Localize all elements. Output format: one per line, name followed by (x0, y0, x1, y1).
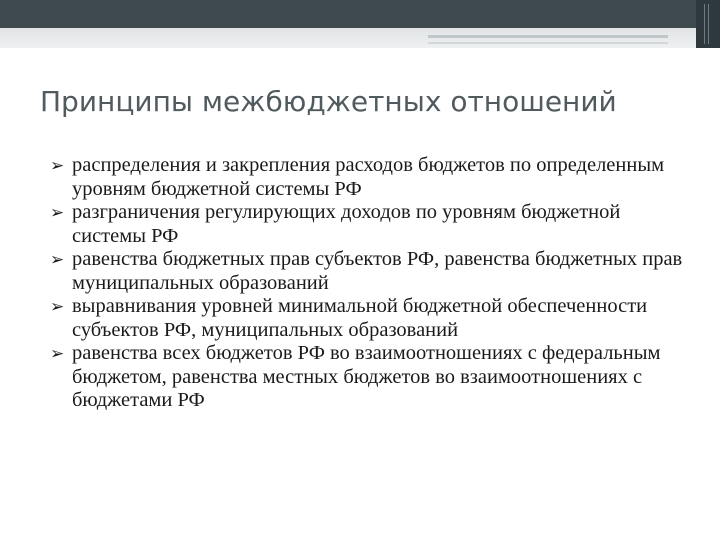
header-bar (0, 0, 720, 28)
bullet-item (50, 154, 690, 201)
arrowhead-bullet-icon: ➢ (50, 156, 65, 176)
header-band (0, 28, 720, 48)
bullet-item (50, 201, 690, 248)
bullet-list (50, 154, 690, 413)
bullet-text: равенства бюджетных прав субъектов РФ, равенства бюджетных прав муниципальных образований (72, 248, 683, 294)
arrowhead-bullet-icon: ➢ (50, 250, 65, 270)
bullet-item (50, 295, 690, 342)
bullet-text: распределения и закрепления расходов бюджетов по определенным уровням бюджетной системы РФ (72, 154, 665, 200)
header-accent-line (428, 35, 668, 38)
bullet-text: разграничения регулирующих доходов по уровням бюджетной системы РФ (72, 201, 621, 247)
header-accent-line-secondary (428, 42, 668, 44)
bullet-item (50, 248, 690, 295)
corner-rule-secondary (708, 4, 709, 44)
corner-rule (704, 4, 705, 44)
bullet-item (50, 342, 690, 413)
arrowhead-bullet-icon: ➢ (50, 203, 65, 223)
arrowhead-bullet-icon: ➢ (50, 344, 65, 364)
bullet-text: выравнивания уровней минимальной бюджетной обеспеченности субъектов РФ, муниципальных образований (72, 295, 648, 341)
slide-title: Принципы межбюджетных отношений (40, 85, 617, 118)
bullet-text: равенства всех бюджетов РФ во взаимоотношениях с федеральным бюджетом, равенства местных бюджетов во взаимоотношениях с бюджетами РФ (72, 342, 661, 411)
arrowhead-bullet-icon: ➢ (50, 297, 65, 317)
